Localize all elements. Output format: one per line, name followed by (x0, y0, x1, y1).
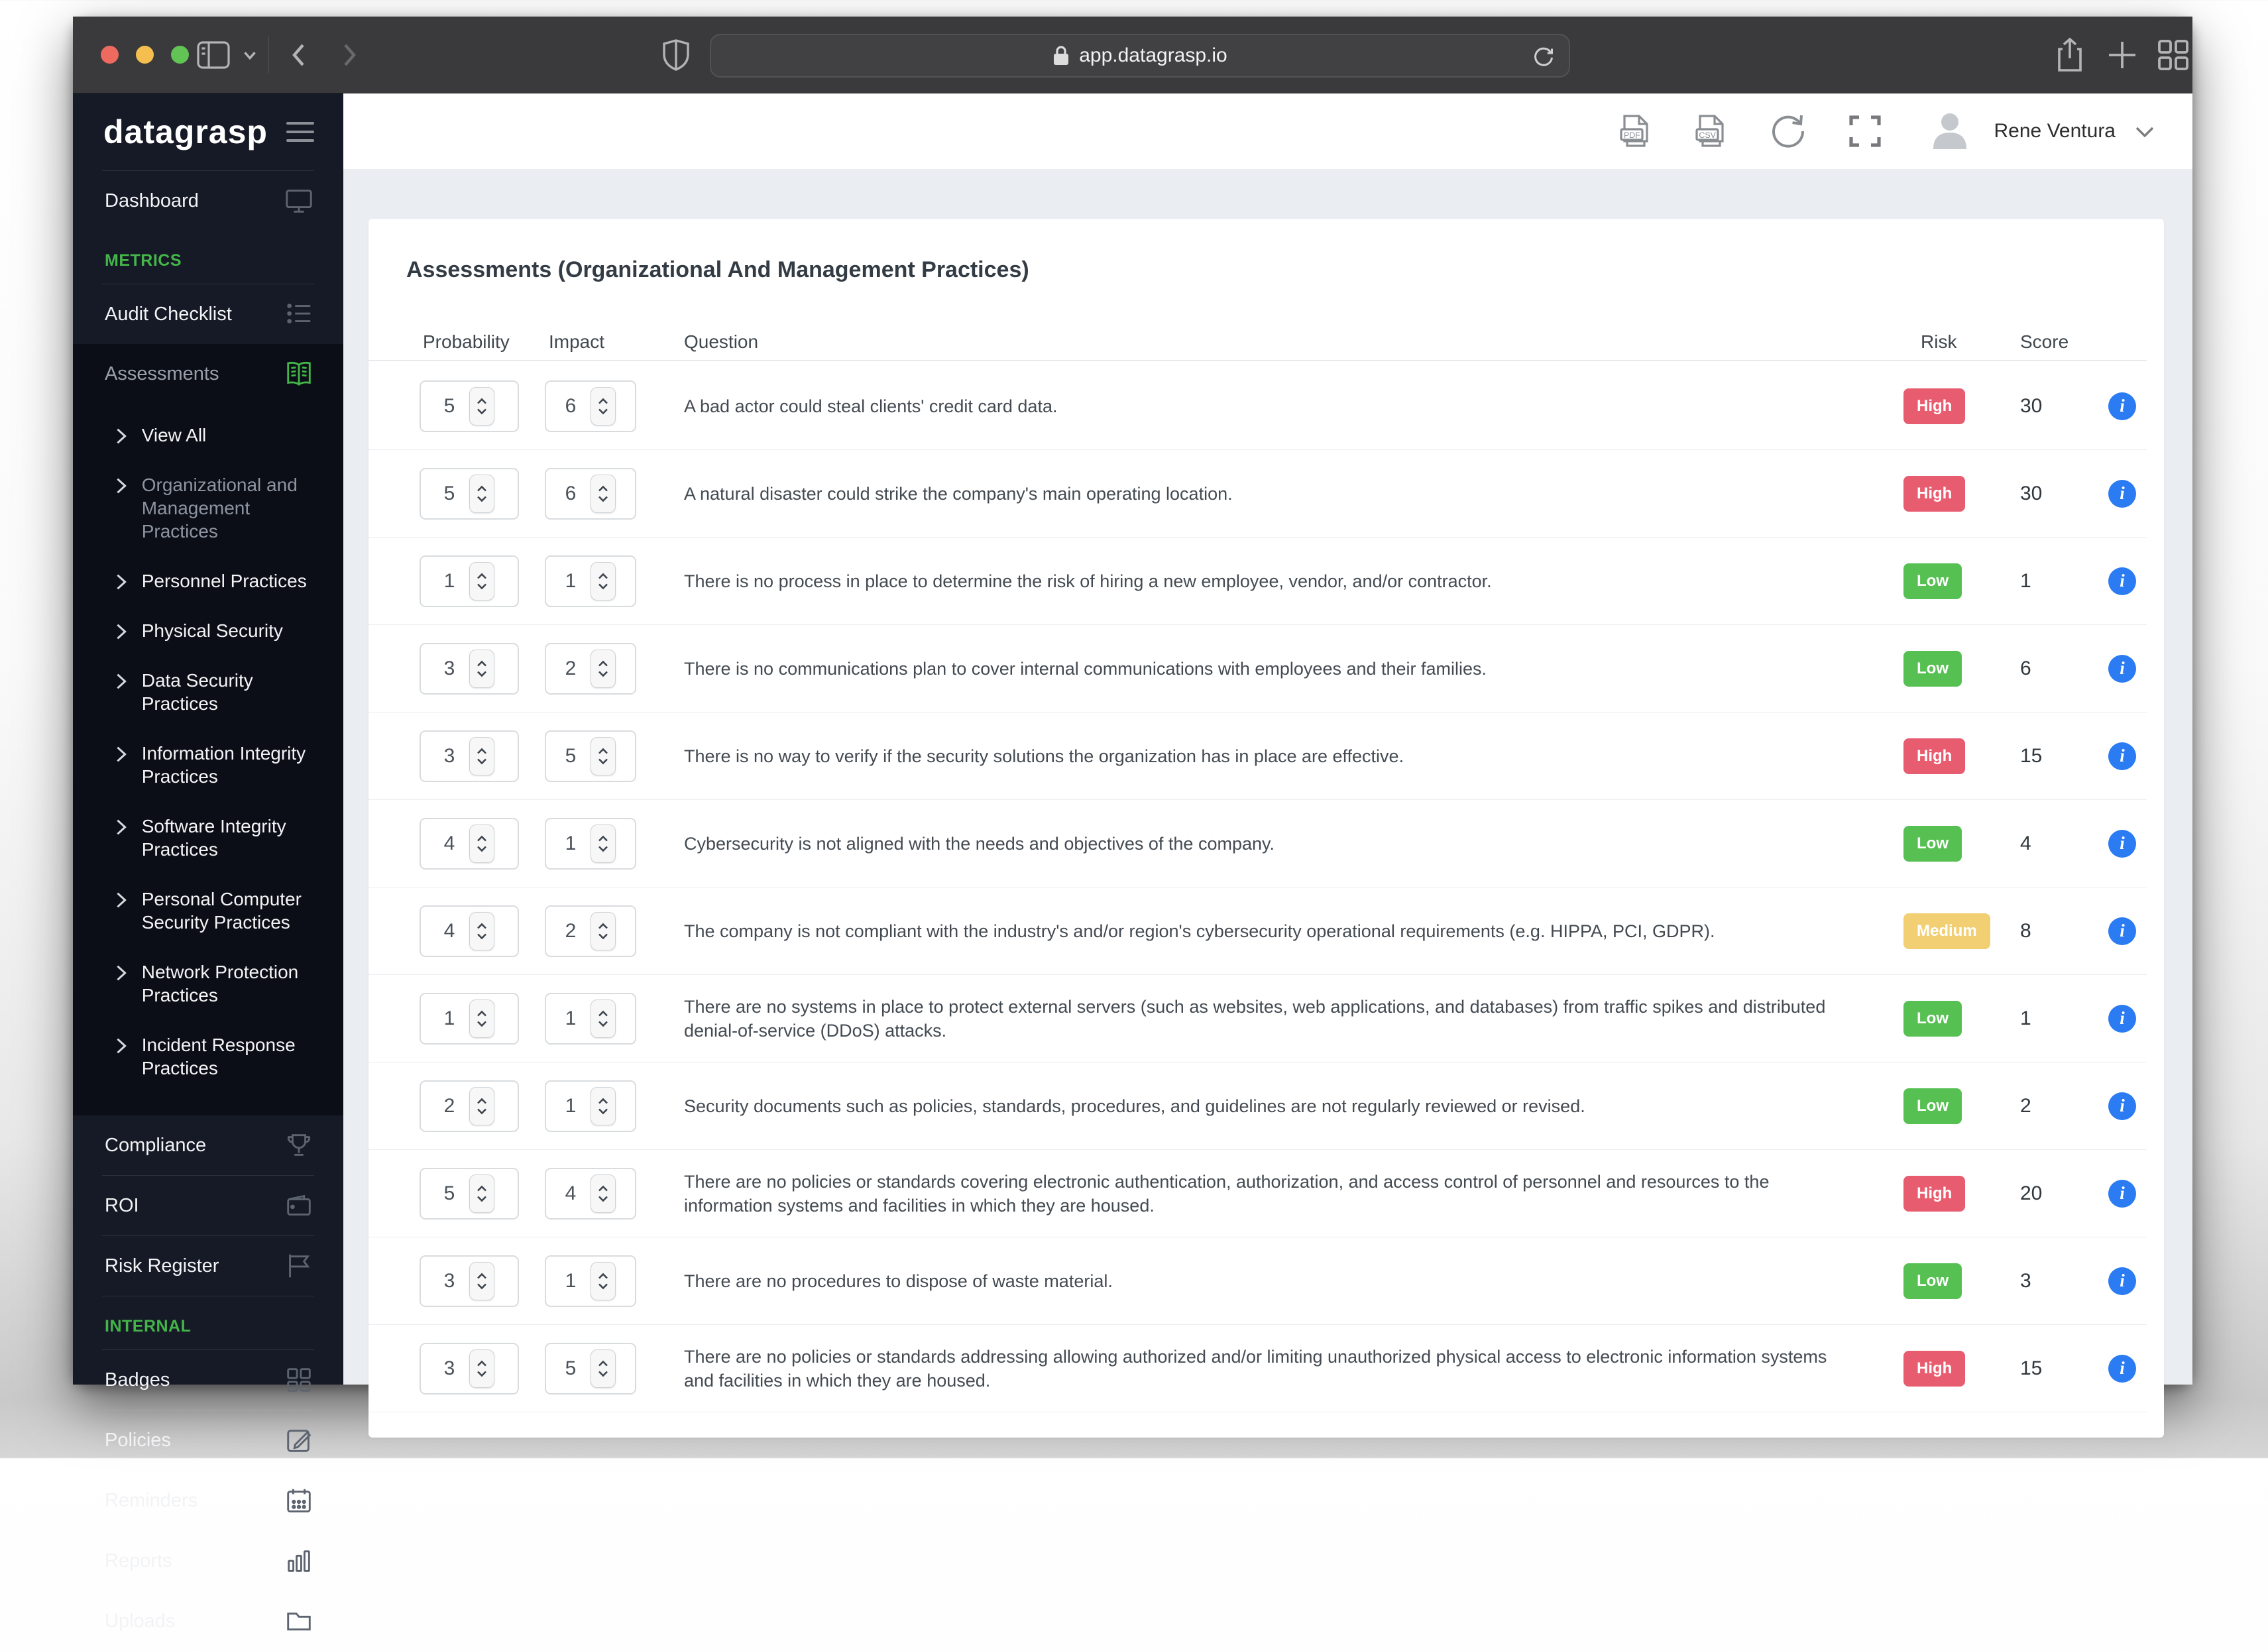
impact-stepper[interactable] (545, 1168, 636, 1220)
sidebar-item-label: ROI (105, 1194, 139, 1216)
url-text: app.datagrasp.io (1079, 44, 1227, 66)
impact-value: 4 (565, 1182, 577, 1204)
probability-stepper[interactable] (420, 468, 519, 520)
probability-value: 3 (443, 1269, 455, 1292)
submenu-item-personal-computer-security-practices[interactable] (73, 874, 343, 947)
question-text: A bad actor could steal clients' credit card data. (684, 396, 1058, 416)
question-text: A natural disaster could strike the company's main operating location. (684, 483, 1233, 504)
probability-stepper[interactable] (420, 1080, 519, 1132)
book-icon (284, 359, 314, 389)
question-text: There is no process in place to determine the risk of hiring a new employee, vendor, and/or contractor. (684, 571, 1492, 591)
avatar (1924, 105, 1976, 157)
sidebar-item-label: Risk Register (105, 1255, 219, 1277)
info-icon[interactable]: i (2108, 1180, 2136, 1208)
probability-stepper[interactable] (420, 1343, 519, 1395)
question-text: There is no communications plan to cover internal communications with employees and their families. (684, 658, 1487, 679)
impact-value: 1 (565, 569, 577, 592)
risk-badge: High (1903, 388, 1965, 424)
score-value: 30 (2020, 394, 2043, 417)
submenu-item-label: Software Integrity Practices (141, 816, 286, 860)
table-row (369, 538, 2147, 625)
impact-stepper[interactable] (545, 468, 636, 520)
risk-badge: Low (1903, 1263, 1962, 1299)
risk-badge: Medium (1903, 913, 1990, 949)
impact-value: 6 (565, 394, 577, 417)
sidebar-item-assessments[interactable] (73, 344, 343, 404)
sidebar-item-label: Policies (105, 1429, 171, 1451)
sidebar-item-label: Badges (105, 1369, 170, 1391)
table-row (369, 1150, 2147, 1237)
question-text: There are no policies or standards addressing allowing authorized and/or limiting unauthorized physical access to electronic information systems and facilities in which they are housed. (684, 1346, 1827, 1391)
stepper-arrows[interactable] (591, 562, 616, 600)
submenu-item-label: View All (141, 425, 207, 445)
info-icon[interactable]: i (2108, 655, 2136, 683)
share-icon[interactable] (2052, 17, 2088, 93)
impact-stepper[interactable] (545, 555, 636, 607)
probability-value: 1 (443, 1007, 455, 1029)
stepper-arrows[interactable] (469, 999, 494, 1038)
submenu-item-label: Personal Computer Security Practices (141, 889, 302, 933)
info-icon[interactable]: i (2108, 1092, 2136, 1120)
chevron-right-icon (111, 815, 142, 861)
assessments-card (369, 219, 2164, 1438)
csv-export-icon[interactable] (1692, 111, 1730, 152)
sidebar-item-policies[interactable] (73, 1410, 343, 1470)
probability-value: 5 (443, 482, 455, 504)
probability-value: 5 (443, 394, 455, 417)
submenu-item-label: Personnel Practices (141, 571, 307, 591)
risk-badge: High (1903, 1176, 1965, 1212)
stepper-arrows[interactable] (591, 1262, 616, 1300)
stepper-arrows[interactable] (469, 1174, 494, 1213)
assessments-submenu (73, 404, 343, 1115)
user-menu[interactable] (1924, 105, 2158, 157)
submenu-item-software-integrity-practices[interactable] (73, 801, 343, 874)
submenu-item-data-security-practices[interactable] (73, 655, 343, 728)
table-header (369, 323, 2147, 361)
sidebar-item-label: Compliance (105, 1134, 207, 1156)
tab-overview-icon[interactable] (2155, 17, 2191, 93)
submenu-item-label: Incident Response Practices (141, 1035, 296, 1078)
probability-stepper[interactable] (420, 905, 519, 957)
monitor-icon (284, 186, 314, 216)
flag-icon (284, 1251, 314, 1281)
chevron-down-icon (2131, 118, 2158, 144)
forward-icon[interactable] (333, 17, 365, 93)
stepper-arrows[interactable] (469, 737, 494, 775)
stepper-arrows[interactable] (591, 650, 616, 688)
submenu-item-label: Organizational and Management Practices (141, 475, 298, 541)
risk-badge: Low (1903, 651, 1962, 687)
sidebar-item-label: Assessments (105, 363, 219, 384)
stepper-arrows[interactable] (591, 475, 616, 513)
chevron-right-icon (111, 619, 142, 642)
stepper-arrows[interactable] (469, 825, 494, 863)
page-title: Assessments (Organizational And Management Practices) (406, 257, 1029, 282)
impact-value: 6 (565, 482, 577, 504)
info-icon[interactable]: i (2108, 567, 2136, 595)
chevron-right-icon (111, 569, 142, 593)
info-icon[interactable]: i (2108, 1355, 2136, 1383)
sidebar-section-heading: METRICS (105, 251, 182, 270)
impact-value: 5 (565, 1357, 577, 1379)
stepper-arrows[interactable] (591, 999, 616, 1038)
probability-stepper[interactable] (420, 1168, 519, 1220)
probability-stepper[interactable] (420, 730, 519, 782)
stepper-arrows[interactable] (469, 1349, 494, 1388)
probability-value: 3 (443, 657, 455, 679)
menu-toggle-icon[interactable] (286, 122, 314, 142)
table-row (369, 1062, 2147, 1150)
submenu-item-label: Information Integrity Practices (141, 743, 306, 787)
score-value: 3 (2020, 1269, 2031, 1292)
col-risk: Risk (1921, 331, 1957, 352)
probability-stepper[interactable] (420, 993, 519, 1045)
col-probability: Probability (423, 331, 510, 352)
col-score: Score (2020, 331, 2069, 352)
impact-stepper[interactable] (545, 1080, 636, 1132)
shield-icon[interactable] (661, 17, 691, 93)
main-area (343, 93, 2192, 1391)
table-row (369, 1325, 2147, 1412)
submenu-item-physical-security[interactable] (73, 606, 343, 655)
info-icon[interactable]: i (2108, 1267, 2136, 1295)
sidebar-toggle-icon[interactable] (196, 17, 231, 93)
impact-value: 1 (565, 1269, 577, 1292)
probability-value: 1 (443, 569, 455, 592)
table-row (369, 712, 2147, 800)
window-controls[interactable] (101, 46, 189, 64)
score-value: 6 (2020, 657, 2031, 679)
chevron-right-icon (111, 960, 142, 1007)
impact-stepper[interactable] (545, 643, 636, 695)
app-header (343, 93, 2192, 169)
stepper-arrows[interactable] (469, 912, 494, 950)
stepper-arrows[interactable] (469, 1262, 494, 1300)
probability-value: 2 (443, 1094, 455, 1117)
new-tab-icon[interactable] (2105, 17, 2139, 93)
stepper-arrows[interactable] (469, 1087, 494, 1125)
score-value: 1 (2020, 1007, 2031, 1029)
trophy-icon (284, 1130, 314, 1161)
impact-value: 1 (565, 1007, 577, 1029)
score-value: 15 (2020, 744, 2043, 767)
stepper-arrows[interactable] (591, 912, 616, 950)
chevron-right-icon (111, 1033, 142, 1080)
question-text: The company is not compliant with the industry's and/or region's cybersecurity operational requirements (e.g. HIPPA, PCI, GDPR). (684, 921, 1715, 941)
impact-stepper[interactable] (545, 380, 636, 432)
risk-badge: High (1903, 476, 1965, 512)
submenu-item-label: Physical Security (141, 620, 283, 641)
question-text: There is no way to verify if the security solutions the organization has in place are effective. (684, 746, 1404, 766)
chart-icon (284, 1546, 314, 1576)
stepper-arrows[interactable] (469, 650, 494, 688)
submenu-item-view-all[interactable] (73, 410, 343, 460)
score-value: 1 (2020, 569, 2031, 592)
sidebar-item-roi[interactable] (73, 1176, 343, 1235)
sidebar-item-label: Reminders (105, 1489, 198, 1511)
chevron-right-icon (111, 424, 142, 447)
table-row (369, 975, 2147, 1062)
table-row (369, 800, 2147, 887)
sidebar-item-audit-checklist[interactable] (73, 284, 343, 344)
score-value: 20 (2020, 1182, 2043, 1204)
score-value: 15 (2020, 1357, 2043, 1379)
score-value: 2 (2020, 1094, 2031, 1117)
sidebar-item-reminders[interactable] (73, 1471, 343, 1530)
impact-stepper[interactable] (545, 818, 636, 870)
sidebar-item-label: Audit Checklist (105, 303, 232, 325)
zoom-window-button[interactable] (171, 46, 189, 64)
submenu-item-network-protection-practices[interactable] (73, 947, 343, 1020)
reload-icon[interactable] (1530, 44, 1557, 70)
sidebar-item-reports[interactable] (73, 1531, 343, 1591)
submenu-item-incident-response-practices[interactable] (73, 1020, 343, 1093)
probability-stepper[interactable] (420, 643, 519, 695)
impact-stepper[interactable] (545, 905, 636, 957)
stepper-arrows[interactable] (591, 1087, 616, 1125)
impact-stepper[interactable] (545, 730, 636, 782)
table-row (369, 363, 2147, 450)
impact-value: 1 (565, 1094, 577, 1117)
list-icon (284, 299, 314, 329)
stepper-arrows[interactable] (469, 387, 494, 426)
question-text: There are no systems in place to protect external servers (such as websites, web applications, and databases) from traffic spikes and distributed denial-of-service (DDoS) attacks. (684, 996, 1826, 1041)
stepper-arrows[interactable] (591, 737, 616, 775)
sidebar-section-heading: INTERNAL (105, 1316, 192, 1336)
submenu-item-personnel-practices[interactable] (73, 556, 343, 606)
sidebar-item-risk-register[interactable] (73, 1236, 343, 1296)
risk-badge: Low (1903, 1088, 1962, 1124)
app-logo: datagrasp (103, 113, 268, 150)
col-question: Question (684, 331, 759, 352)
impact-stepper[interactable] (545, 1255, 636, 1307)
calendar-icon (284, 1485, 314, 1516)
table-row (369, 887, 2147, 975)
probability-stepper[interactable] (420, 1255, 519, 1307)
info-icon[interactable]: i (2108, 1005, 2136, 1033)
probability-value: 4 (443, 832, 455, 854)
probability-value: 5 (443, 1182, 455, 1204)
back-icon[interactable] (284, 17, 315, 93)
stepper-arrows[interactable] (591, 825, 616, 863)
probability-value: 3 (443, 1357, 455, 1379)
sidebar-item-dashboard[interactable] (73, 171, 343, 231)
folder-icon (284, 1606, 314, 1636)
probability-stepper[interactable] (420, 818, 519, 870)
toolbar-divider (268, 36, 269, 74)
question-text: Security documents such as policies, standards, procedures, and guidelines are not regularly reviewed or revised. (684, 1096, 1585, 1116)
info-icon[interactable]: i (2108, 742, 2136, 770)
impact-stepper[interactable] (545, 993, 636, 1045)
fullscreen-icon[interactable] (1846, 112, 1884, 150)
chevron-right-icon (111, 887, 142, 934)
sidebar-item-badges[interactable] (73, 1350, 343, 1410)
info-icon[interactable]: i (2108, 392, 2136, 420)
svg-text:PDF: PDF (1623, 130, 1640, 140)
risk-badge: Low (1903, 563, 1962, 599)
table-row (369, 1237, 2147, 1325)
info-icon[interactable]: i (2108, 480, 2136, 508)
risk-badge: Low (1903, 1001, 1962, 1037)
browser-window (73, 17, 2192, 1632)
svg-text:CSV: CSV (1698, 130, 1716, 140)
chevron-right-icon (111, 669, 142, 715)
wallet-icon (284, 1190, 314, 1221)
question-text: There are no procedures to dispose of waste material. (684, 1271, 1113, 1291)
submenu-item-label: Data Security Practices (141, 670, 253, 714)
col-impact: Impact (549, 331, 605, 352)
score-value: 30 (2020, 482, 2043, 504)
stepper-arrows[interactable] (591, 1174, 616, 1213)
probability-stepper[interactable] (420, 380, 519, 432)
risk-badge: High (1903, 738, 1965, 774)
impact-value: 2 (565, 919, 577, 942)
impact-stepper[interactable] (545, 1343, 636, 1395)
lock-icon (1052, 45, 1070, 66)
impact-value: 1 (565, 832, 577, 854)
refresh-icon[interactable] (1768, 111, 1809, 152)
stepper-arrows[interactable] (469, 562, 494, 600)
close-window-button[interactable] (101, 46, 119, 64)
sidebar-item-compliance[interactable] (73, 1115, 343, 1175)
sidebar-item-label: Reports (105, 1550, 172, 1571)
question-text: There are no policies or standards covering electronic authentication, authorization, and access control of personnel and resources to the information systems and facilities in which they are housed. (684, 1171, 1770, 1216)
submenu-item-organizational-and-management-practices[interactable] (73, 460, 343, 556)
browser-titlebar (73, 17, 2192, 93)
chevron-right-icon (111, 742, 142, 788)
chevron-down-icon[interactable] (240, 17, 260, 93)
info-icon[interactable]: i (2108, 830, 2136, 858)
pdf-export-icon[interactable] (1616, 111, 1655, 152)
sidebar (73, 93, 343, 1632)
table-body (369, 363, 2147, 1412)
chevron-right-icon (111, 473, 142, 543)
user-name: Rene Ventura (1994, 120, 2116, 142)
risk-badge: High (1903, 1351, 1965, 1387)
stepper-arrows[interactable] (591, 1349, 616, 1388)
probability-value: 4 (443, 919, 455, 942)
sidebar-item-label: Dashboard (105, 190, 199, 211)
stepper-arrows[interactable] (469, 475, 494, 513)
score-value: 8 (2020, 919, 2031, 942)
address-bar[interactable] (710, 34, 1570, 78)
stepper-arrows[interactable] (591, 387, 616, 426)
table-row (369, 450, 2147, 538)
submenu-item-label: Network Protection Practices (141, 962, 299, 1005)
sidebar-item-label: Uploads (105, 1610, 176, 1632)
risk-badge: Low (1903, 826, 1962, 862)
impact-value: 5 (565, 744, 577, 767)
edit-icon (284, 1425, 314, 1455)
sidebar-item-uploads[interactable] (73, 1591, 343, 1651)
impact-value: 2 (565, 657, 577, 679)
minimize-window-button[interactable] (136, 46, 154, 64)
probability-stepper[interactable] (420, 555, 519, 607)
info-icon[interactable]: i (2108, 917, 2136, 945)
score-value: 4 (2020, 832, 2031, 854)
grid-icon (284, 1365, 314, 1395)
question-text: Cybersecurity is not aligned with the needs and objectives of the company. (684, 833, 1275, 854)
probability-value: 3 (443, 744, 455, 767)
submenu-item-information-integrity-practices[interactable] (73, 728, 343, 801)
table-row (369, 625, 2147, 712)
